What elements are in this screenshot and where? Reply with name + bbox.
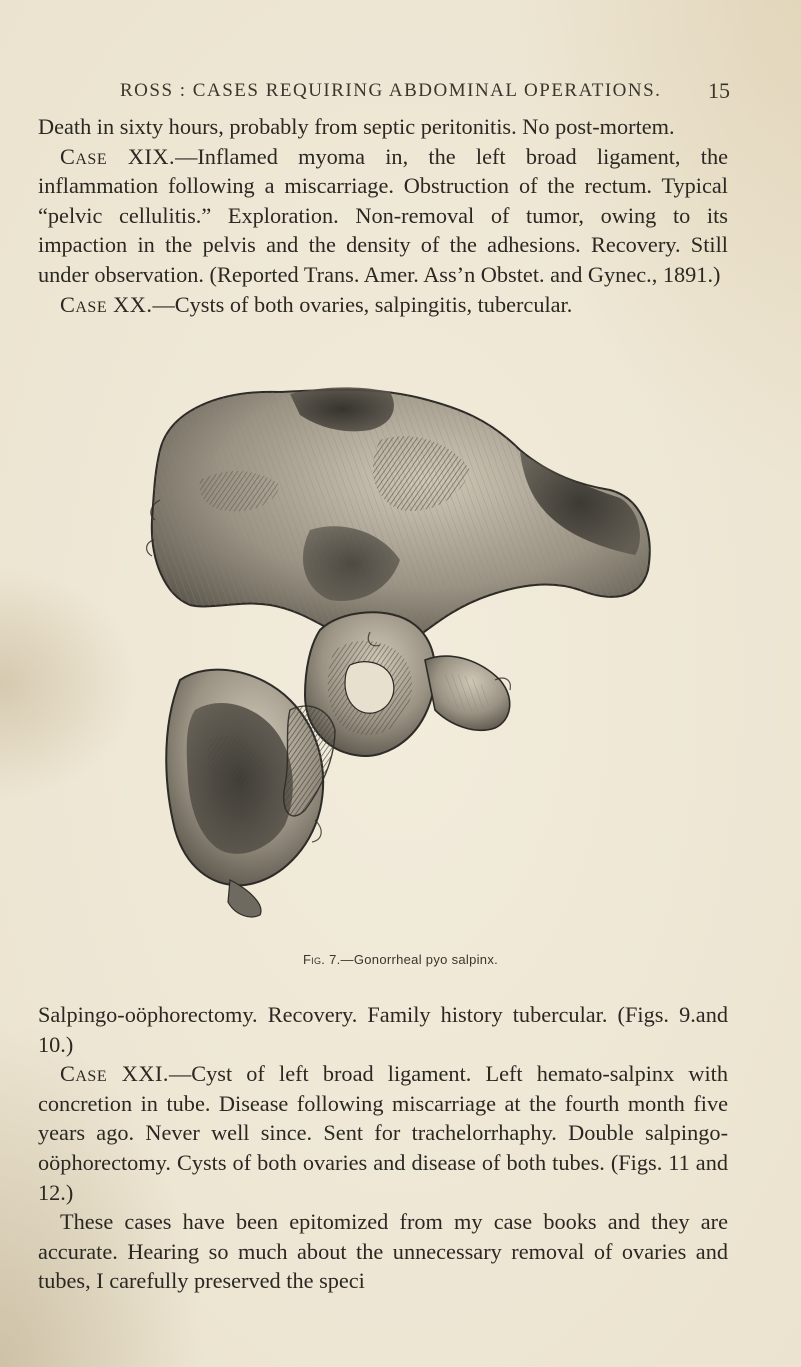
case-heading: Case XXI.	[60, 1061, 169, 1087]
figure-caption-text: —Gonorrheal pyo salpinx.	[340, 952, 499, 967]
paragraph-text: —Inflamed myoma in, the left broad ligament, the inflammation following a miscarriage. Obstruction of the rectum. Typical “pelvic cellulitis.” Exploration. Non-removal of tumor, owing to its impaction in the pelvis and the density of the adhesions. Recovery. Still under observation. (Reported Trans. Amer. Ass’n Obstet. and Gynec., 1891.)	[38, 143, 728, 287]
running-title: ROSS : CASES REQUIRING ABDOMINAL OPERATIONS.	[120, 80, 662, 101]
case-heading: Case XX.	[60, 291, 153, 317]
paragraph-text: —Cysts of both ovaries, salpingitis, tubercular.	[152, 291, 573, 317]
paragraph-case-xx	[38, 290, 728, 320]
paragraph-salpingo	[38, 1000, 728, 1059]
paragraph-summary	[38, 1207, 728, 1296]
figure-illustration	[140, 380, 660, 920]
case-heading: Case XIX.	[60, 143, 176, 169]
figure-label: Fig. 7.	[302, 952, 341, 967]
paragraph-text: Salpingo-oöphorectomy. Recovery. Family history tubercular. (Figs. 9.and 10.)	[38, 1002, 728, 1057]
paragraph-death	[38, 112, 728, 142]
paragraph-text: Death in sixty hours, probably from septic peritonitis. No post-mortem.	[38, 114, 675, 139]
paragraph-case-xxi	[38, 1059, 728, 1207]
text-block-bottom	[38, 1000, 728, 1296]
figure-caption	[0, 952, 801, 967]
paragraph-text: —Cyst of left broad ligament. Left hemato-salpinx with concretion in tube. Disease following miscarriage at the fourth month five years ago. Never well since. Sent for trachelorrhaphy. Double salpingo-oöphorectomy. Cysts of both ovaries and disease of both tubes. (Figs. 11 and 12.)	[38, 1061, 728, 1205]
pyosalpinx-engraving	[140, 380, 660, 920]
page-number: 15	[708, 78, 730, 103]
page-header	[120, 80, 730, 102]
text-block-top	[38, 112, 728, 319]
paragraph-text: These cases have been epitomized from my case books and they are accurate. Hearing so much about the unnecessary removal of ovaries and tubes, I carefully preserved the speci	[38, 1209, 728, 1294]
paragraph-case-xix	[38, 142, 728, 290]
